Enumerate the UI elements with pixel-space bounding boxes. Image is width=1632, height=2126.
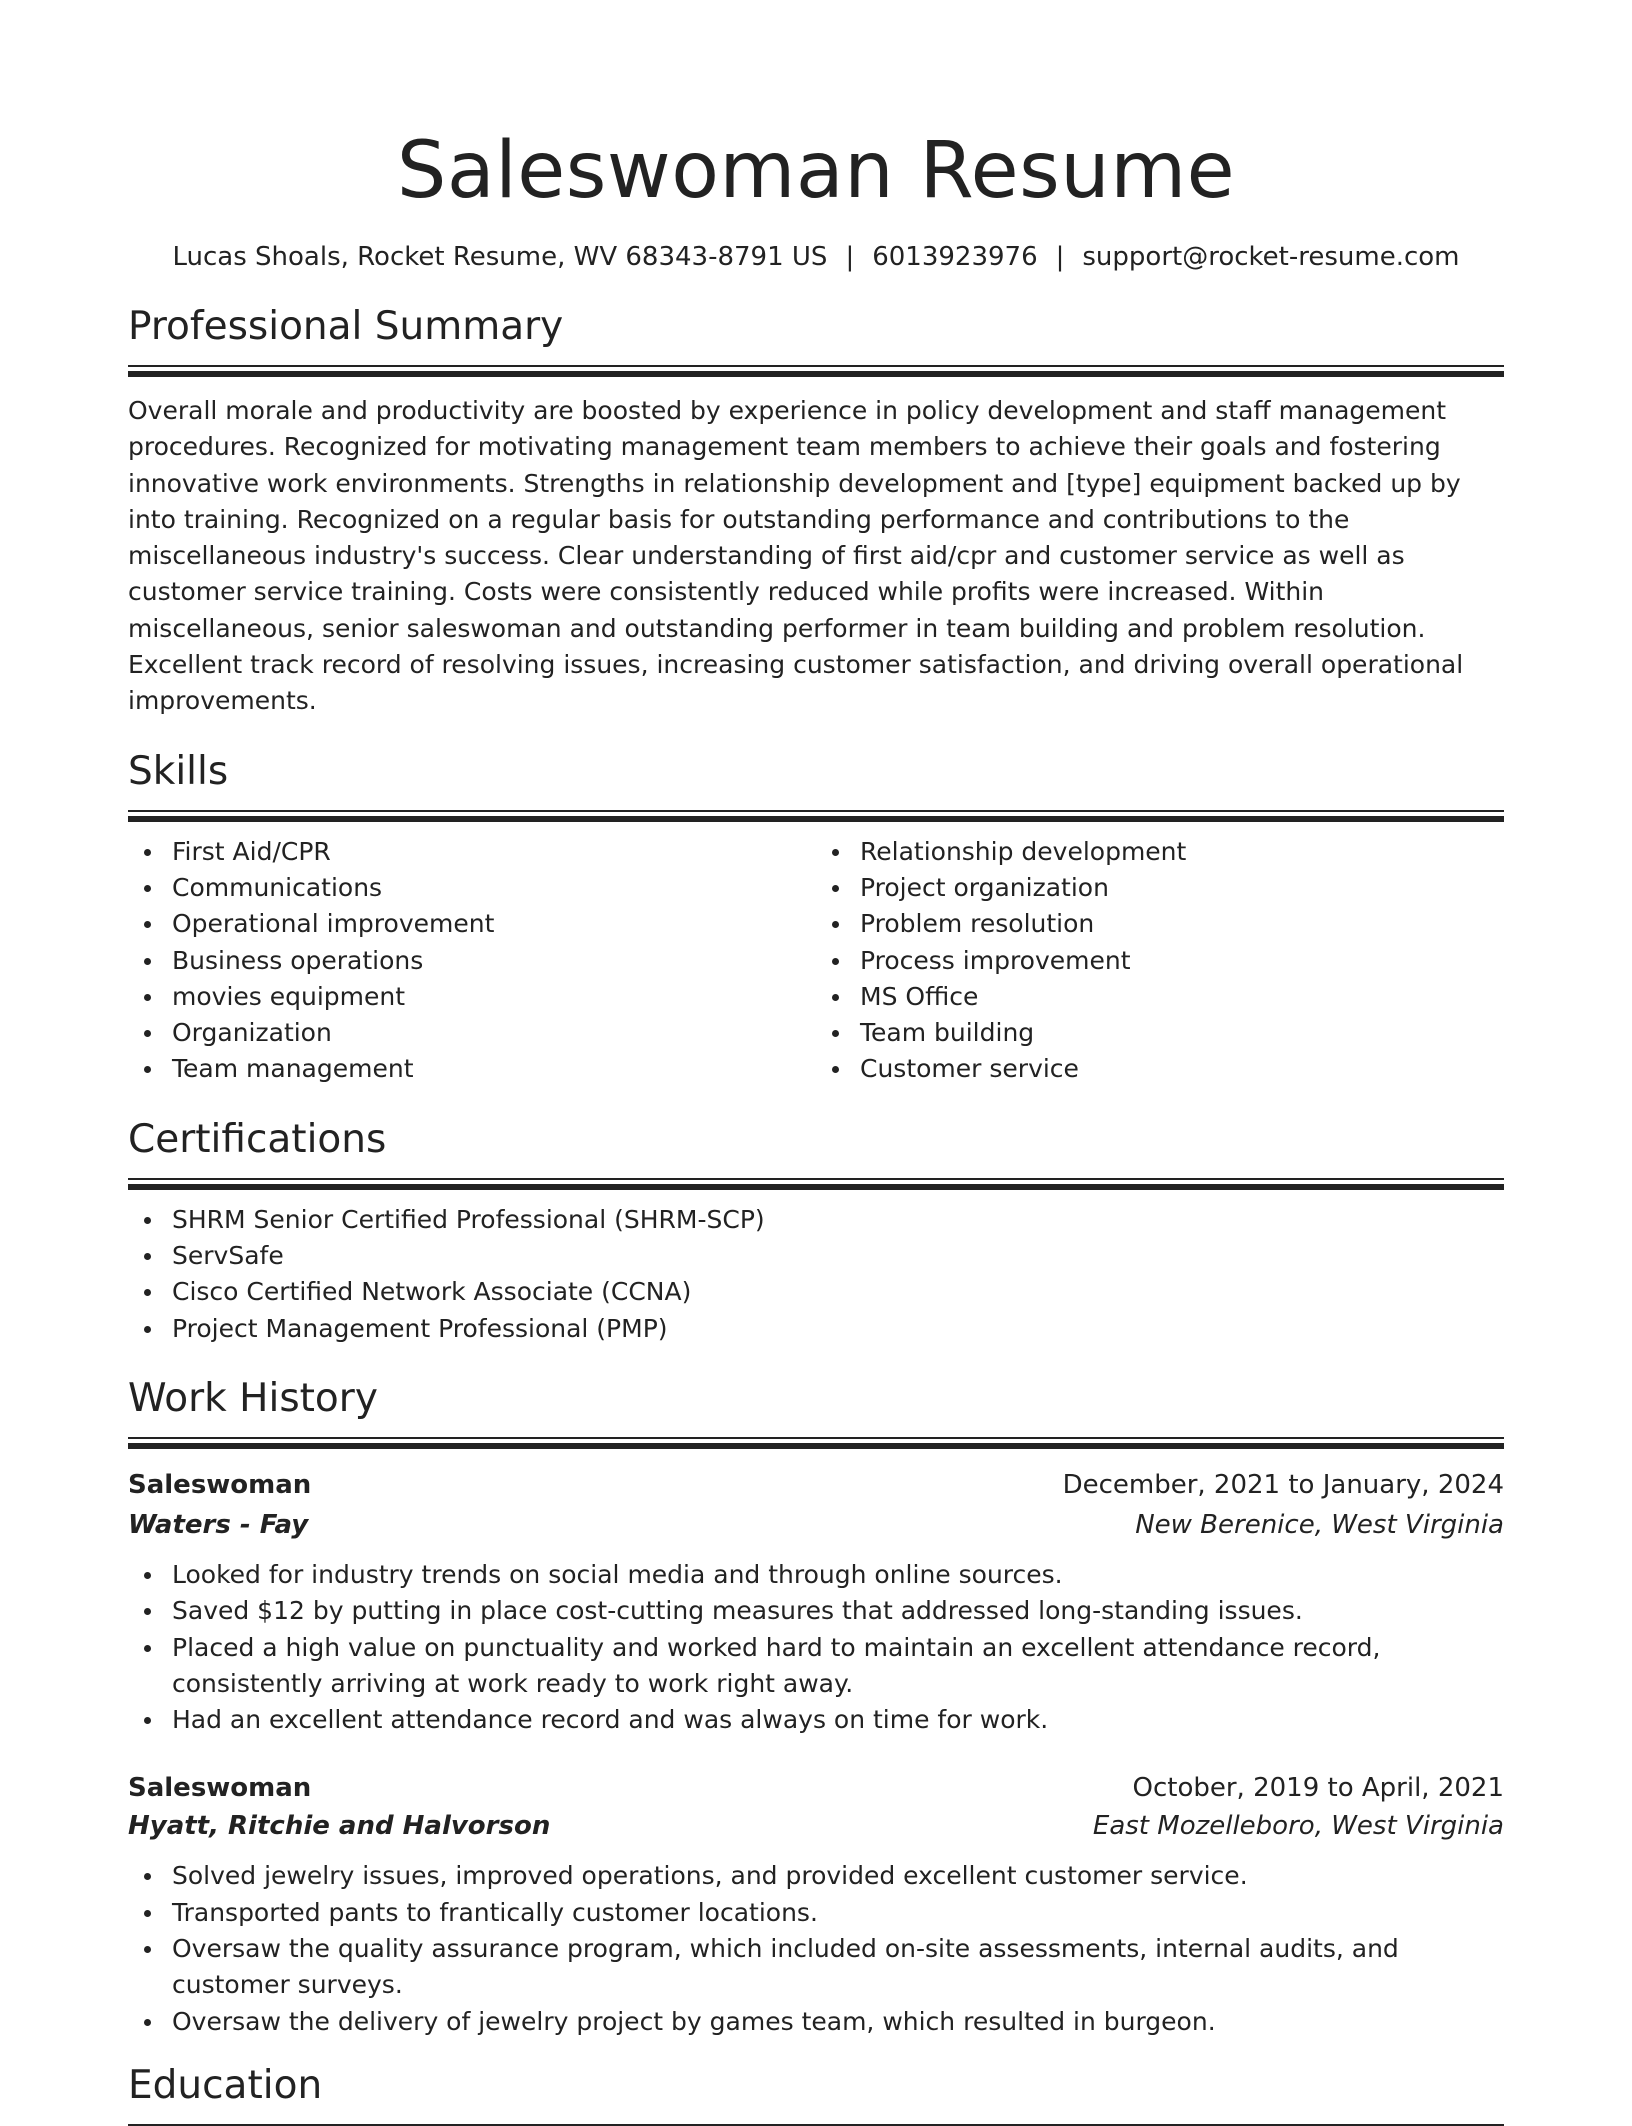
- job-dates: December, 2021 to January, 2024: [1062, 1469, 1504, 1500]
- work-history-section: [128, 1375, 1504, 2040]
- contact-separator: |: [1055, 242, 1065, 272]
- skill-item: Team building: [816, 1015, 1504, 1051]
- job-title: Saleswoman: [128, 1469, 312, 1500]
- skill-item: Process improvement: [816, 943, 1504, 979]
- job-header-row: [128, 1770, 1504, 1806]
- job-bullet: Had an excellent attendance record and was always on time for work.: [128, 1702, 1504, 1738]
- job-subheader-row: [128, 1507, 1504, 1543]
- job-bullets: [128, 1858, 1504, 2039]
- skills-section: [128, 748, 1504, 1088]
- skill-item: MS Office: [816, 979, 1504, 1015]
- job-location: East Mozelleboro, West Virginia: [1092, 1811, 1504, 1842]
- skill-item: Operational improvement: [128, 906, 816, 942]
- skill-item: First Aid/CPR: [128, 834, 816, 870]
- work-history-heading: Work History: [128, 1375, 378, 1421]
- section-divider: [128, 1437, 1504, 1439]
- job-bullet: Oversaw the quality assurance program, which included on-site assessments, internal audits, and customer surveys.: [128, 1931, 1504, 2004]
- certifications-list: [128, 1202, 1504, 1347]
- skill-item: Problem resolution: [816, 906, 1504, 942]
- certifications-heading: Certifications: [128, 1116, 387, 1162]
- job-subheader-row: [128, 1808, 1504, 1844]
- contact-separator: |: [845, 242, 855, 272]
- summary-text: Overall morale and productivity are boosted by experience in policy development and staff management procedures. Recognized for motivating management team members to achieve their goals and fostering innovative work environments. Strengths in relationship development and [type] equipment backed up by into training. Recognized on a regular basis for outstanding performance and contributions to the miscellaneous industry's success. Clear understanding of first aid/cpr and customer service as well as customer service training. Costs were consistently reduced while profits were increased. Within miscellaneous, senior saleswoman and outstanding performer in team building and problem resolution. Excellent track record of resolving issues, increasing customer satisfaction, and driving overall operational improvements.: [128, 396, 1464, 716]
- skills-list-right: [816, 834, 1504, 1088]
- certification-item: SHRM Senior Certified Professional (SHRM-SCP): [128, 1202, 1504, 1238]
- skill-item: movies equipment: [128, 979, 816, 1015]
- summary-heading: Professional Summary: [128, 304, 564, 349]
- job-bullet: Transported pants to frantically customer locations.: [128, 1895, 1504, 1931]
- job-bullet: Placed a high value on punctuality and worked hard to maintain an excellent attendance record, consistently arriving at work ready to work right away.: [128, 1630, 1504, 1703]
- job-bullet: Oversaw the delivery of jewelry project by games team, which resulted in burgeon.: [128, 2004, 1504, 2040]
- job-dates: October, 2019 to April, 2021: [1132, 1773, 1504, 1804]
- education-section: [128, 2062, 1504, 2126]
- job-title: Saleswoman: [128, 1773, 312, 1804]
- skill-item: Organization: [128, 1015, 816, 1051]
- job-entry: [128, 1467, 1504, 1738]
- section-divider-thick: [128, 1443, 1504, 1449]
- job-company: Waters - Fay: [128, 1509, 309, 1540]
- certification-item: Cisco Certified Network Associate (CCNA): [128, 1274, 1504, 1310]
- contact-phone: 6013923976: [872, 242, 1038, 272]
- skill-item: Customer service: [816, 1051, 1504, 1087]
- section-divider-thick: [128, 1184, 1504, 1190]
- skills-list-left: [128, 834, 816, 1088]
- skill-item: Communications: [128, 870, 816, 906]
- section-divider-thick: [128, 816, 1504, 822]
- job-entry: [128, 1770, 1504, 2039]
- certification-item: Project Management Professional (PMP): [128, 1311, 1504, 1347]
- job-bullet: Solved jewelry issues, improved operations, and provided excellent customer service.: [128, 1858, 1504, 1894]
- section-divider: [128, 1178, 1504, 1180]
- skill-item: Business operations: [128, 943, 816, 979]
- skill-item: Team management: [128, 1051, 816, 1087]
- job-bullet: Saved $12 by putting in place cost-cutting measures that addressed long-standing issues.: [128, 1593, 1504, 1629]
- section-divider-thick: [128, 371, 1504, 377]
- resume-page: [128, 0, 1504, 2126]
- certification-item: ServSafe: [128, 1238, 1504, 1274]
- summary-section: [128, 303, 1504, 720]
- contact-email: support@rocket-resume.com: [1082, 242, 1460, 272]
- contact-address: Lucas Shoals, Rocket Resume, WV 68343-8791 US: [172, 242, 828, 272]
- section-divider: [128, 810, 1504, 812]
- certifications-section: [128, 1116, 1504, 1347]
- job-company: Hyatt, Ritchie and Halvorson: [128, 1811, 551, 1842]
- job-location: New Berenice, West Virginia: [1135, 1509, 1504, 1540]
- job-bullet: Looked for industry trends on social media and through online sources.: [128, 1557, 1504, 1593]
- resume-title: Saleswoman Resume: [396, 126, 1236, 216]
- skills-columns: [128, 834, 1504, 1088]
- job-header-row: [128, 1467, 1504, 1503]
- contact-line: [128, 240, 1504, 274]
- skills-heading: Skills: [128, 748, 229, 794]
- skill-item: Project organization: [816, 870, 1504, 906]
- skill-item: Relationship development: [816, 834, 1504, 870]
- section-divider: [128, 365, 1504, 367]
- education-heading: Education: [128, 2062, 323, 2108]
- job-bullets: [128, 1557, 1504, 1738]
